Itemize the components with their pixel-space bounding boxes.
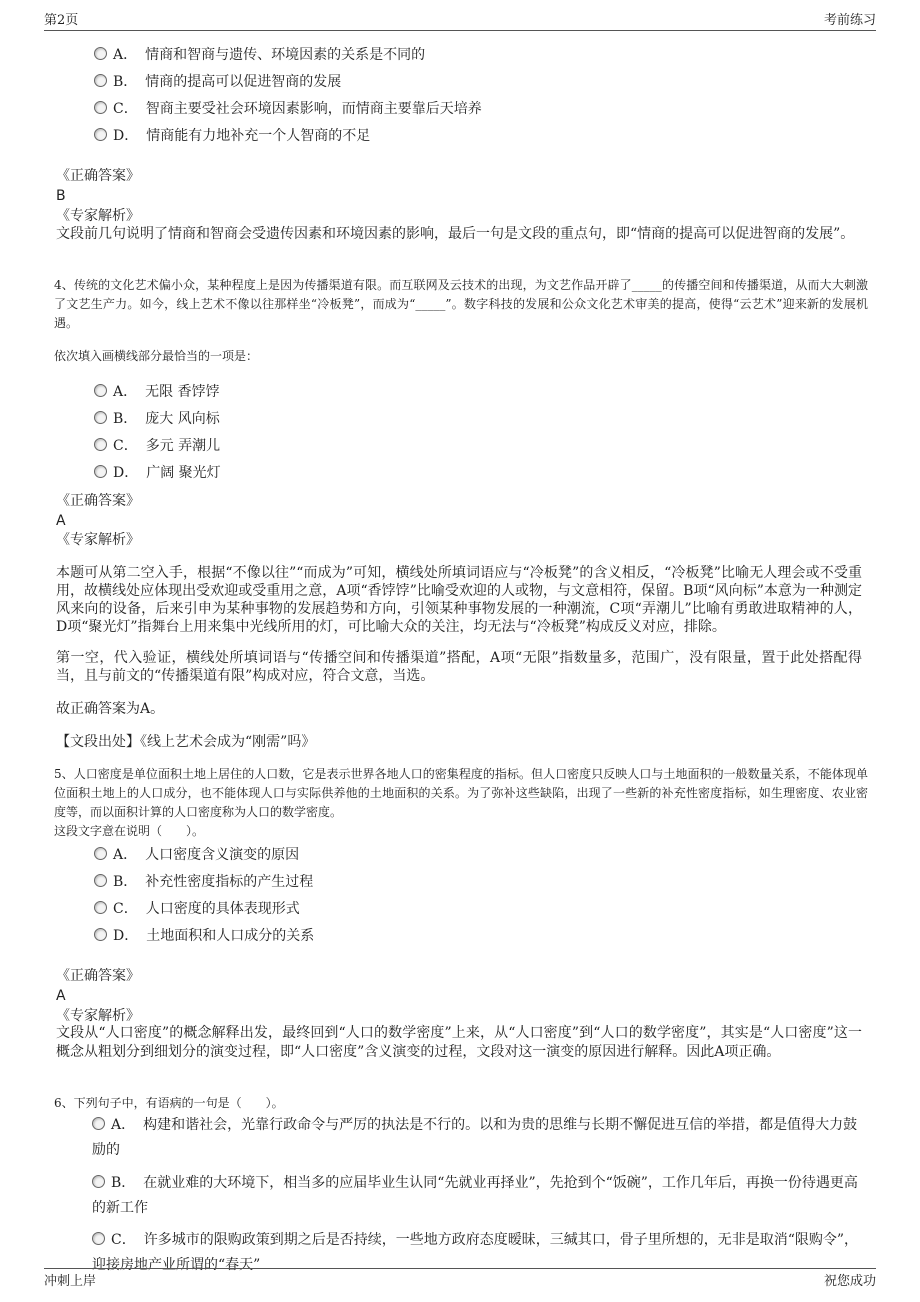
radio-icon[interactable]	[94, 411, 107, 424]
q3-analysis-label: 《专家解析》	[56, 208, 140, 224]
q5-prompt: 这段文字意在说明（ ）。	[54, 824, 205, 838]
footer-left-text: 冲刺上岸	[44, 1274, 97, 1289]
q4-option-a[interactable]: A． 无限 香饽饽	[94, 381, 874, 403]
q3-option-a[interactable]: A． 情商和智商与遗传、环境因素的关系是不同的	[94, 44, 874, 66]
radio-icon[interactable]	[94, 847, 107, 860]
radio-icon[interactable]	[94, 47, 107, 60]
q3-answer: B	[56, 188, 66, 204]
radio-icon[interactable]	[92, 1232, 105, 1245]
q3-analysis: 文段前几句说明了情商和智商会受遗传因素和环境因素的影响，最后一句是文段的重点句，即“情商的提高可以促进智商的发展”。	[56, 226, 855, 242]
radio-icon[interactable]	[94, 465, 107, 478]
q5-analysis: 文段从“人口密度”的概念解释出发，最终回到“人口的数学密度”上来，从“人口密度”到“人口的数学密度”，其实是“人口密度”这一概念从粗划分到细划分的演变过程，即“人口密度”含义演变的过程，文段对这一演变的原因进行解释。因此A项正确。	[56, 1025, 862, 1060]
q4-analysis-paragraph-2: 第一空，代入验证，横线处所填词语与“传播空间和传播渠道”搭配，A项“无限”指数量多，范围广，没有限量，置于此处搭配得当，且与前文的“传播渠道有限”构成对应，符合文意，当选。	[56, 650, 862, 684]
q5-answer-label: 《正确答案》	[56, 968, 140, 984]
radio-icon[interactable]	[94, 101, 107, 114]
radio-icon[interactable]	[94, 74, 107, 87]
q4-stem: 4、传统的文化艺术偏小众，某种程度上是因为传播渠道有限。而互联网及云技术的出现，为文艺作品开辟了_____的传播空间和传播渠道，从而大大刺激了文艺生产力。如今，线上艺术不像以往那样坐“冷板凳”，而成为“_____”。数字科技的发展和公众文化艺术审美的提高，使得“云艺术”迎来新的发展机遇。	[54, 278, 868, 330]
footer-right-text: 祝您成功	[823, 1274, 876, 1289]
q4-source: 【文段出处】《线上艺术会成为“刚需”吗》	[56, 734, 316, 750]
radio-icon[interactable]	[94, 384, 107, 397]
header-title: 考前练习	[823, 13, 876, 28]
radio-icon[interactable]	[94, 874, 107, 887]
q4-prompt: 依次填入画横线部分最恰当的一项是：	[54, 349, 259, 363]
q3-option-d[interactable]: D． 情商能有力地补充一个人智商的不足	[94, 125, 874, 147]
q5-option-b[interactable]: B． 补充性密度指标的产生过程	[94, 871, 874, 893]
q5-analysis-label: 《专家解析》	[56, 1008, 140, 1024]
q4-analysis-paragraph-1: 本题可从第二空入手，根据“不像以往”“而成为”可知，横线处所填词语应与“冷板凳”的含义相反，“冷板凳”比喻无人理会或不受重用，故横线处应体现出受欢迎或受重用之意，A项“香饽饽”比喻受欢迎的人或物，与文意相符，保留。B项“风向标”本意为一种测定风来向的设备，后来引申为某种事物的发展趋势和方向，引领某种事物发展的一种潮流，C项“弄潮儿”比喻有勇敢进取精神的人，D项“聚光灯”指舞台上用来集中光线所用的灯，可比喻大众的关注，均无法与“冷板凳”构成反义对应，排除。	[56, 565, 862, 635]
q4-option-d[interactable]: D． 广阔 聚光灯	[94, 462, 874, 484]
q6-option-c[interactable]: C． 许多城市的限购政策到期之后是否持续，一些地方政府态度暧昧，三缄其口，骨子里所想的，无非是取消“限购令”，迎接房地产业所谓的“春天”	[92, 1232, 859, 1273]
radio-icon[interactable]	[94, 901, 107, 914]
q6-stem: 6、下列句子中，有语病的一句是（ ）。	[54, 1096, 284, 1110]
q4-answer-label: 《正确答案》	[56, 493, 140, 509]
radio-icon[interactable]	[92, 1117, 105, 1130]
q5-option-c[interactable]: C． 人口密度的具体表现形式	[94, 898, 874, 920]
q4-analysis-paragraph-3: 故正确答案为A。	[56, 701, 165, 717]
radio-icon[interactable]	[94, 128, 107, 141]
q5-answer: A	[56, 988, 66, 1004]
radio-icon[interactable]	[94, 928, 107, 941]
radio-icon[interactable]	[94, 438, 107, 451]
q5-option-d[interactable]: D． 土地面积和人口成分的关系	[94, 925, 874, 947]
q4-answer: A	[56, 513, 66, 529]
q5-stem: 5、人口密度是单位面积土地上居住的人口数，它是表示世界各地人口的密集程度的指标。但人口密度只反映人口与土地面积的一般数量关系，不能体现单位面积土地上的人口成分，也不能体现人口与实际供养他的土地面积的关系。为了弥补这些缺陷，出现了一些新的补充性密度指标，如生理密度、农业密度等，而以面积计算的人口密度称为人口的数学密度。	[54, 767, 868, 819]
q5-option-a[interactable]: A． 人口密度含义演变的原因	[94, 844, 874, 866]
q3-answer-label: 《正确答案》	[56, 168, 140, 184]
page-footer	[44, 1268, 876, 1295]
q4-analysis-label: 《专家解析》	[56, 532, 140, 548]
radio-icon[interactable]	[92, 1175, 105, 1188]
page-number: 第2页	[44, 13, 79, 28]
q3-option-c[interactable]: C． 智商主要受社会环境因素影响，而情商主要靠后天培养	[94, 98, 874, 120]
q4-option-c[interactable]: C． 多元 弄潮儿	[94, 435, 874, 457]
q6-option-a[interactable]: A． 构建和谐社会，光靠行政命令与严厉的执法是不行的。以和为贵的思维与长期不懈促进互信的举措，都是值得大力鼓励的	[92, 1117, 858, 1158]
q4-option-b[interactable]: B． 庞大 风向标	[94, 408, 874, 430]
q3-option-b[interactable]: B． 情商的提高可以促进智商的发展	[94, 71, 874, 93]
q6-option-b[interactable]: B． 在就业难的大环境下，相当多的应届毕业生认同“先就业再择业”，先抢到个“饭碗”，工作几年后，再换一份待遇更高的新工作	[92, 1175, 858, 1216]
